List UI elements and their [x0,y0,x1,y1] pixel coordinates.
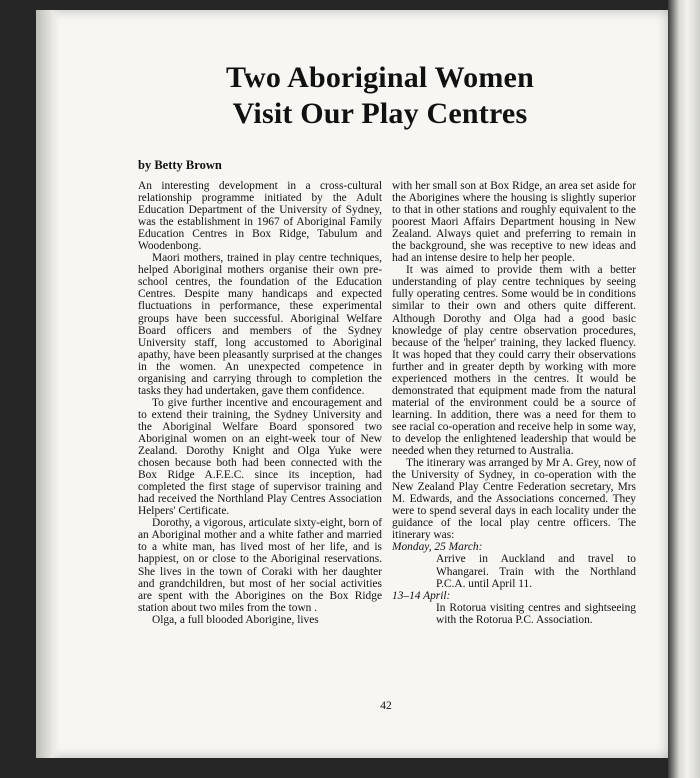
page-spine-shadow [36,10,60,758]
itinerary [392,541,636,625]
right-column [392,180,636,626]
paragraph: An interesting development in a cross-cultural relationship programme initiated by the Adult Education Department of the University of Sydney, was the establishment in 1967 of Aboriginal Family Education Centres in Box Ridge, Tabulum and Woodenbong. [138,180,382,253]
paragraph: Dorothy, a vigorous, articulate sixty-eight, born of an Aboriginal mother and a white father and married to a white man, has lived most of her life, and is happiest, on or close to the Aboriginal reservations. She lives in the town of Coraki with her daughter and grandchildren, but most of her social activities are spent with the Aborigines on the Box Ridge station about two miles from the town . [138,517,382,614]
paragraph: Maori mothers, trained in play centre techniques, helped Aboriginal mothers organise their own pre-school centres, the foundation of the Education Centres. Despite many handicaps and expected fluctuations in performance, these experimental groups have been successful. Aboriginal Welfare Board officers and members of the Sydney University staff, long accustomed to Aboriginal apathy, have been pleasantly surprised at the changes in the women. An unexpected competence in organising and carrying through to completion the tasks they had undertaken, gave them confidence. [138,252,382,397]
paragraph: with her small son at Box Ridge, an area set aside for the Aborigines where the housing is slightly superior to that in other stations and roughly equivalent to the poorest Maori Affairs Department housing in New Zealand. Always quiet and preferring to remain in the background, she was receptive to new ideas and had an intense desire to help her people. [392,180,636,265]
paragraph: It was aimed to provide them with a better understanding of play centre techniques by seeing fully operating centres. Some would be in conditions similar to their own and others quite different. Although Dorothy and Olga had a good basic knowledge of play centre observation procedures, because of the 'helper' training, they lacked fluency. It was hoped that they could carry their observations further and in greater depth by working with more experienced mothers in the centres. It would be demonstrated that equipment made from the natural material of the environment could be a source of learning. In addition, there was a need for them to see racial co-operation and receive help in some way, to develop the enlightened leadership that would be needed when they returned to Australia. [392,264,636,458]
itinerary-date: Monday, 25 March: [392,541,483,554]
paragraph: To give further incentive and encouragement and to extend their training, the Sydney University and the Aboriginal Welfare Board sponsored two Aboriginal women on an eight-week tour of New Zealand. Dorothy Knight and Olga Yuke were chosen because both had been connected with the Box Ridge A.F.E.C. since its inception, had completed the first stage of supervisor training and had received the Northland Play Centres Association Helpers' Certificate. [138,396,382,518]
article-title [120,60,640,132]
page-number: 42 [380,700,392,712]
title-line-2: Visit Our Play Centres [232,97,528,130]
facing-page-edge [668,0,700,778]
itinerary-entry: Arrive in Auckland and travel to Whangarei. Train with the Northland P.C.A. until April 11. [436,553,636,590]
left-column [138,180,382,626]
itinerary-entry: In Rotorua visiting centres and sightseeing with the Rotorua P.C. Association. [436,601,636,626]
paragraph: The itinerary was arranged by Mr A. Grey, now of the University of Sydney, in co-operation with the New Zealand Play Centre Federation secretary, Mrs M. Edwards, and the Associations concerned. They were to spend several days in each locality under the guidance of the local play centre officers. The itinerary was: [392,457,636,542]
paragraph: Olga, a full blooded Aborigine, lives [152,613,319,626]
title-line-1: Two Aboriginal Women [226,61,534,94]
itinerary-date: 13–14 April: [392,589,451,602]
byline: by Betty Brown [138,158,222,172]
